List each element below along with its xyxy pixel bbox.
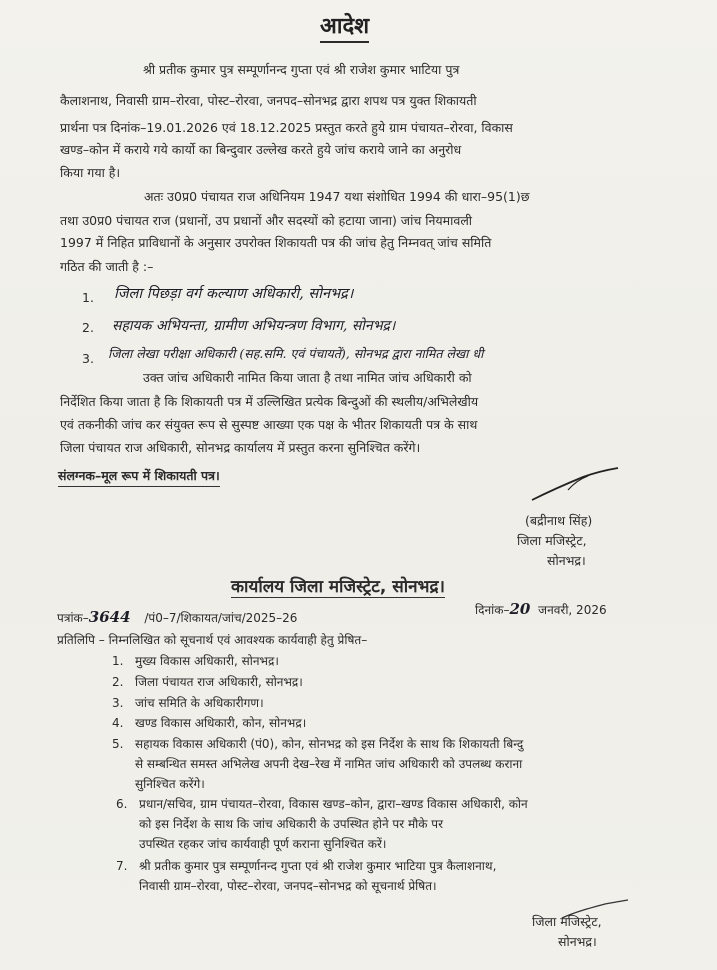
para3-line: उक्त जांच अधिकारी नामित किया जाता है तथा नामित जांच अधिकारी को (143, 370, 472, 385)
reference-line (57, 608, 297, 627)
recipient-line: निवासी ग्राम–रोरवा, पोस्ट–रोरवा, जनपद–सोनभद्र को सूचनार्थ प्रेषित। (139, 879, 437, 893)
member-name-handwritten: जिला पिछड़ा वर्ग कल्याण अधिकारी, सोनभद्र। (114, 286, 354, 302)
date-rest: जनवरी, 2026 (538, 603, 607, 617)
para2-line: 1997 में निहित प्राविधानों के अनुसार उपरोक्त शिकायती पत्र की जांच हेतु निम्नवत् जांच समिति (60, 235, 492, 250)
recipient-line: सुनिश्चित करेंगे। (135, 777, 205, 791)
date-prefix: दिनांक– (475, 603, 510, 617)
recipient-number: 6. (116, 797, 128, 811)
para1-line: खण्ड–कोन में कराये गये कार्यो का बिन्दुवार उल्लेख करते हुये जांच कराये जाने का अनुरोध (60, 142, 462, 157)
ref-suffix: /पं0–7/शिकायत/जांच/2025–26 (144, 611, 298, 625)
ref-prefix: पत्रांक– (57, 611, 89, 625)
para3-line: जिला पंचायत राज अधिकारी, सोनभद्र कार्यालय में प्रस्तुत करना सुनिश्चित करेंगे। (60, 440, 421, 455)
para2-line: तथा उ0प्र0 पंचायत राज (प्रधानों, उप प्रधानों और सदस्यों को हटाया जाना) जांच नियमावली (60, 213, 473, 228)
recipient-line: को इस निर्देश के साथ कि जांच अधिकारी के उपस्थित होने पर मौके पर (139, 817, 444, 831)
enclosure-note: संलग्नक–मूल रूप में शिकायती पत्र। (58, 466, 220, 487)
para3-line: निर्देशित किया जाता है कि शिकायती पत्र में उल्लिखित प्रत्येक बिन्दुओं की स्थलीय/अभिलेखीय (60, 394, 479, 409)
signatory-designation: जिला मजिस्ट्रेट, (532, 914, 602, 929)
recipient-number: 1. (112, 654, 124, 668)
recipient-line: प्रधान/सचिव, ग्राम पंचायत–रोरवा, विकास खण्ड–कोन, द्वारा–खण्ड विकास अधिकारी, कोन (139, 797, 528, 811)
para1-line: किया गया है। (60, 165, 121, 180)
member-number: 2. (82, 320, 94, 335)
recipient-line: से सम्बन्धित समस्त अभिलेख अपनी देख–रेख में नामित जांच अधिकारी को उपलब्ध कराना (135, 757, 523, 771)
date-line (475, 600, 607, 619)
recipient-line: जांच समिति के अधिकारीगण। (135, 696, 264, 710)
signature-scribble-icon (528, 466, 623, 508)
signatory-place: सोनभद्र। (558, 934, 597, 949)
para2-line: गठित की जाती है :– (60, 259, 154, 274)
para1-line: कैलाशनाथ, निवासी ग्राम–रोरवा, पोस्ट–रोरवा, जनपद–सोनभद्र द्वारा शपथ पत्र युक्त शिकायती (60, 93, 477, 108)
member-number: 1. (82, 290, 94, 305)
member-name-handwritten: जिला लेखा परीक्षा अधिकारी (सह.समि. एवं पंचायतें), सोनभद्र द्वारा नामित लेखा धी (108, 346, 484, 361)
recipient-line: जिला पंचायत राज अधिकारी, सोनभद्र। (135, 675, 303, 689)
recipient-number: 2. (112, 675, 124, 689)
signatory-place: सोनभद्र। (547, 553, 586, 568)
para1-line: प्रार्थना पत्र दिनांक–19.01.2026 एवं 18.12.2025 प्रस्तुत करते हुये ग्राम पंचायत–रोरवा, विकास (60, 120, 513, 135)
recipient-number: 5. (112, 737, 124, 751)
recipient-line: उपस्थित रहकर जांच कार्यवाही पूर्ण कराना सुनिश्चित करें। (139, 837, 387, 851)
recipient-line: श्री प्रतीक कुमार पुत्र सम्पूर्णानन्द गुप्ता एवं श्री राजेश कुमार भाटिया पुत्र कैलाशनाथ, (139, 859, 497, 873)
para3-line: एवं तकनीकी जांच कर संयुक्त रूप से सुस्पष्ट आख्या एक पक्ष के भीतर शिकायती पत्र के साथ (60, 417, 478, 432)
member-name-handwritten: सहायक अभियन्ता, ग्रामीण अभियन्त्रण विभाग, सोनभद्र। (112, 318, 396, 334)
order-title: आदेश (320, 10, 369, 43)
recipient-line: मुख्य विकास अधिकारी, सोनभद्र। (135, 654, 279, 668)
signatory-designation: जिला मजिस्ट्रेट, (517, 533, 587, 548)
recipient-line: सहायक विकास अधिकारी (पं0), कोन, सोनभद्र को इस निर्देश के साथ कि शिकायती बिन्दु (135, 737, 524, 751)
date-day-handwritten: 20 (509, 600, 531, 618)
recipient-number: 4. (112, 716, 124, 730)
signatory-name: (बद्रीनाथ सिंह) (525, 513, 593, 528)
para1-line: श्री प्रतीक कुमार पुत्र सम्पूर्णानन्द गुप्ता एवं श्री राजेश कुमार भाटिया पुत्र (143, 62, 460, 77)
para2-line: अतः उ0प्र0 पंचायत राज अधिनियम 1947 यथा संशोधित 1994 की धारा–95(1)छ (144, 189, 530, 204)
ref-number-handwritten: 3644 (88, 608, 131, 626)
recipient-line: खण्ड विकास अधिकारी, कोन, सोनभद्र। (135, 716, 307, 730)
member-number: 3. (82, 351, 94, 366)
copy-intro: प्रतिलिपि – निम्नलिखित को सूचनार्थ एवं आवश्यक कार्यवाही हेतु प्रेषित– (57, 633, 368, 647)
recipient-number: 3. (112, 696, 124, 710)
recipient-number: 7. (116, 859, 128, 873)
office-heading: कार्यालय जिला मजिस्ट्रेट, सोनभद्र। (231, 574, 445, 598)
